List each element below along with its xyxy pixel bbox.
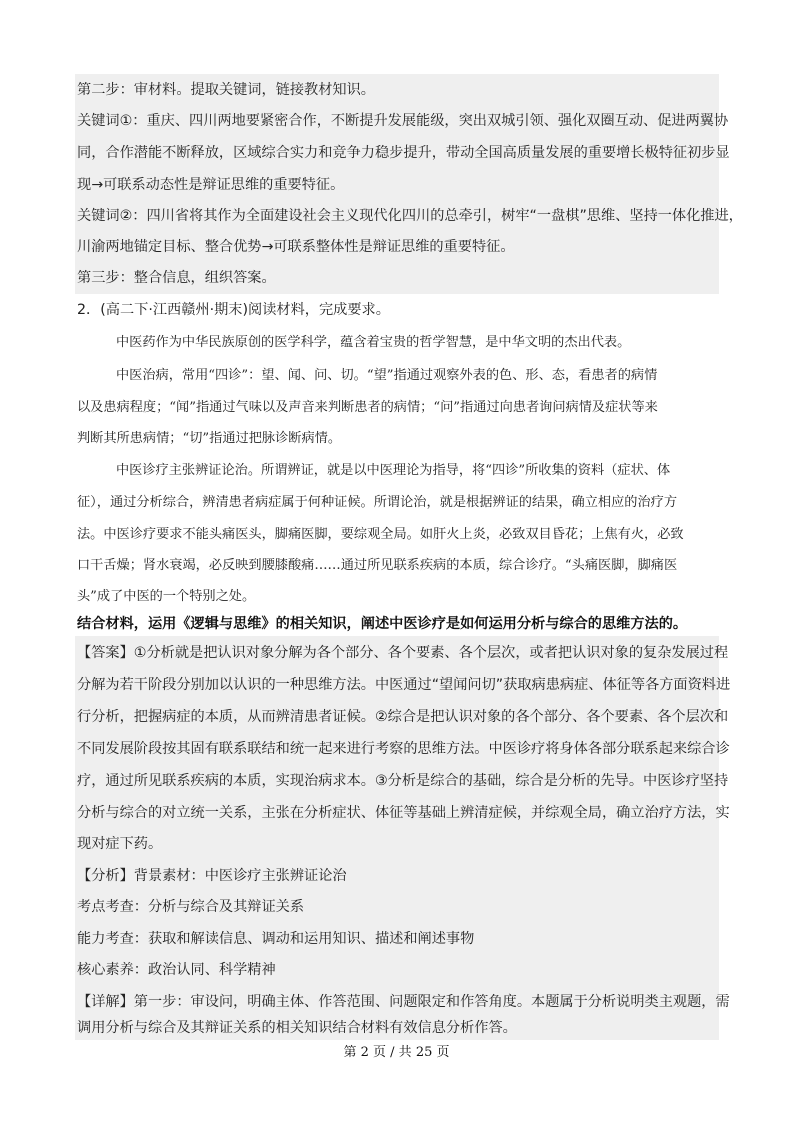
- question-prompt: 阅读材料，完成要求。: [248, 302, 390, 318]
- detail-line: 【详解】第一步：审设问，明确主体、作答范围、问题限定和作答角度。本题属于分析说明类主观题，需: [77, 994, 730, 1010]
- detail-line: 调用分析与综合及其辩证关系的相关知识结合材料有效信息分析作答。: [77, 1020, 517, 1036]
- answer-line: 不同发展阶段按其固有联系联结和统一起来进行考察的思维方法。中医诊疗将身体各部分联系起来综合诊: [77, 741, 730, 757]
- material-line: 中医药作为中华民族原创的医学科学，蕴含着宝贵的哲学智慧，是中华文明的杰出代表。: [116, 335, 631, 350]
- analysis-core-literacy: 核心素养：政治认同、科学精神: [77, 962, 276, 978]
- question-source: (高二下·江西赣州·期末): [100, 302, 248, 318]
- analysis-line: 关键词②：四川省将其作为全面建设社会主义现代化四川的总牵引，树牢“一盘棋”思维、坚持一体化推进，: [77, 208, 743, 224]
- material-line: 中医诊疗主张辨证论治。所谓辨证，就是以中医理论为指导，将“四诊”所收集的资料（症状、体: [116, 463, 671, 478]
- material-line: 判断其所患病情；“切”指通过把脉诊断病情。: [77, 431, 342, 446]
- answer-line: 分析与综合的对立统一关系，主张在分析症状、体征等基础上辨清症候，并综观全局，确立治疗方法，实: [77, 805, 730, 821]
- answer-line: 疗，通过所见联系疾病的本质，实现治病求本。③分析是综合的基础，综合是分析的先导。中医诊疗坚持: [77, 773, 729, 789]
- material-line: 口干舌燥；肾水衰竭，必反映到腰膝酸痛……通过所见联系疾病的本质，综合诊疗。“头痛医脚，脚痛医: [77, 558, 678, 573]
- material-line: 法。中医诊疗要求不能头痛医头，脚痛医脚，要综观全局。如肝火上炎，必致双目昏花；上焦有火，必致: [77, 527, 684, 542]
- analysis-line: 现→可联系动态性是辩证思维的重要特征。: [77, 177, 345, 193]
- answer-line: 【答案】①分析就是把认识对象分解为各个部分、各个要素、各个层次，或者把认识对象的复杂发展过程: [77, 645, 729, 661]
- question-number: 2．: [77, 302, 101, 318]
- answer-line: 分解为若干阶段分别加以认识的一种思维方法。中医通过“望闻问切”获取病患病症、体征等各方面资料进: [77, 677, 731, 693]
- analysis-background: 【分析】背景素材：中医诊疗主张辨证论治: [77, 868, 347, 884]
- analysis-line: 关键词①：重庆、四川两地要紧密合作，不断提升发展能级，突出双城引领、强化双圈互动、促进两翼协: [77, 113, 729, 129]
- analysis-line: 第三步：整合信息，组织答案。: [77, 270, 276, 286]
- material-line: 征），通过分析综合，辨清患者病症属于何种证候。所谓论治，就是根据辨证的结果，确立相应的治疗方: [77, 495, 678, 510]
- material-line: 中医治病，常用“四诊”：望、闻、问、切。“望”指通过观察外表的色、形、态，看患者的病情: [116, 368, 658, 383]
- analysis-line: 同，合作潜能不断释放，区域综合实力和竞争力稳步提升，带动全国高质量发展的重要增长极特征初步显: [77, 145, 730, 161]
- material-line: 以及患病程度；“闻”指通过气味以及声音来判断患者的病情；“问”指通过向患者询问病情及症状等来: [77, 400, 658, 415]
- material-line: 头”成了中医的一个特别之处。: [77, 589, 256, 604]
- answer-line: 现对症下药。: [77, 836, 163, 852]
- analysis-line: 第二步：审材料。提取关键词，链接教材知识。: [77, 82, 375, 98]
- question-header: [77, 300, 390, 320]
- analysis-exam-point: 考点考查：分析与综合及其辩证关系: [77, 899, 305, 915]
- answer-line: 行分析，把握病症的本质，从而辨清患者证候。②综合是把认识对象的各个部分、各个要素、各个层次和: [77, 709, 729, 725]
- analysis-ability: 能力考查：获取和解读信息、调动和运用知识、描述和阐述事物: [77, 931, 475, 947]
- analysis-line: 川渝两地锚定目标、整合优势→可联系整体性是辩证思维的重要特征。: [77, 239, 515, 255]
- page-footer: 第 2 页 / 共 25 页: [343, 1045, 450, 1060]
- question-task: 结合材料，运用《逻辑与思维》的相关知识，阐述中医诊疗是如何运用分析与综合的思维方法的。: [77, 616, 688, 632]
